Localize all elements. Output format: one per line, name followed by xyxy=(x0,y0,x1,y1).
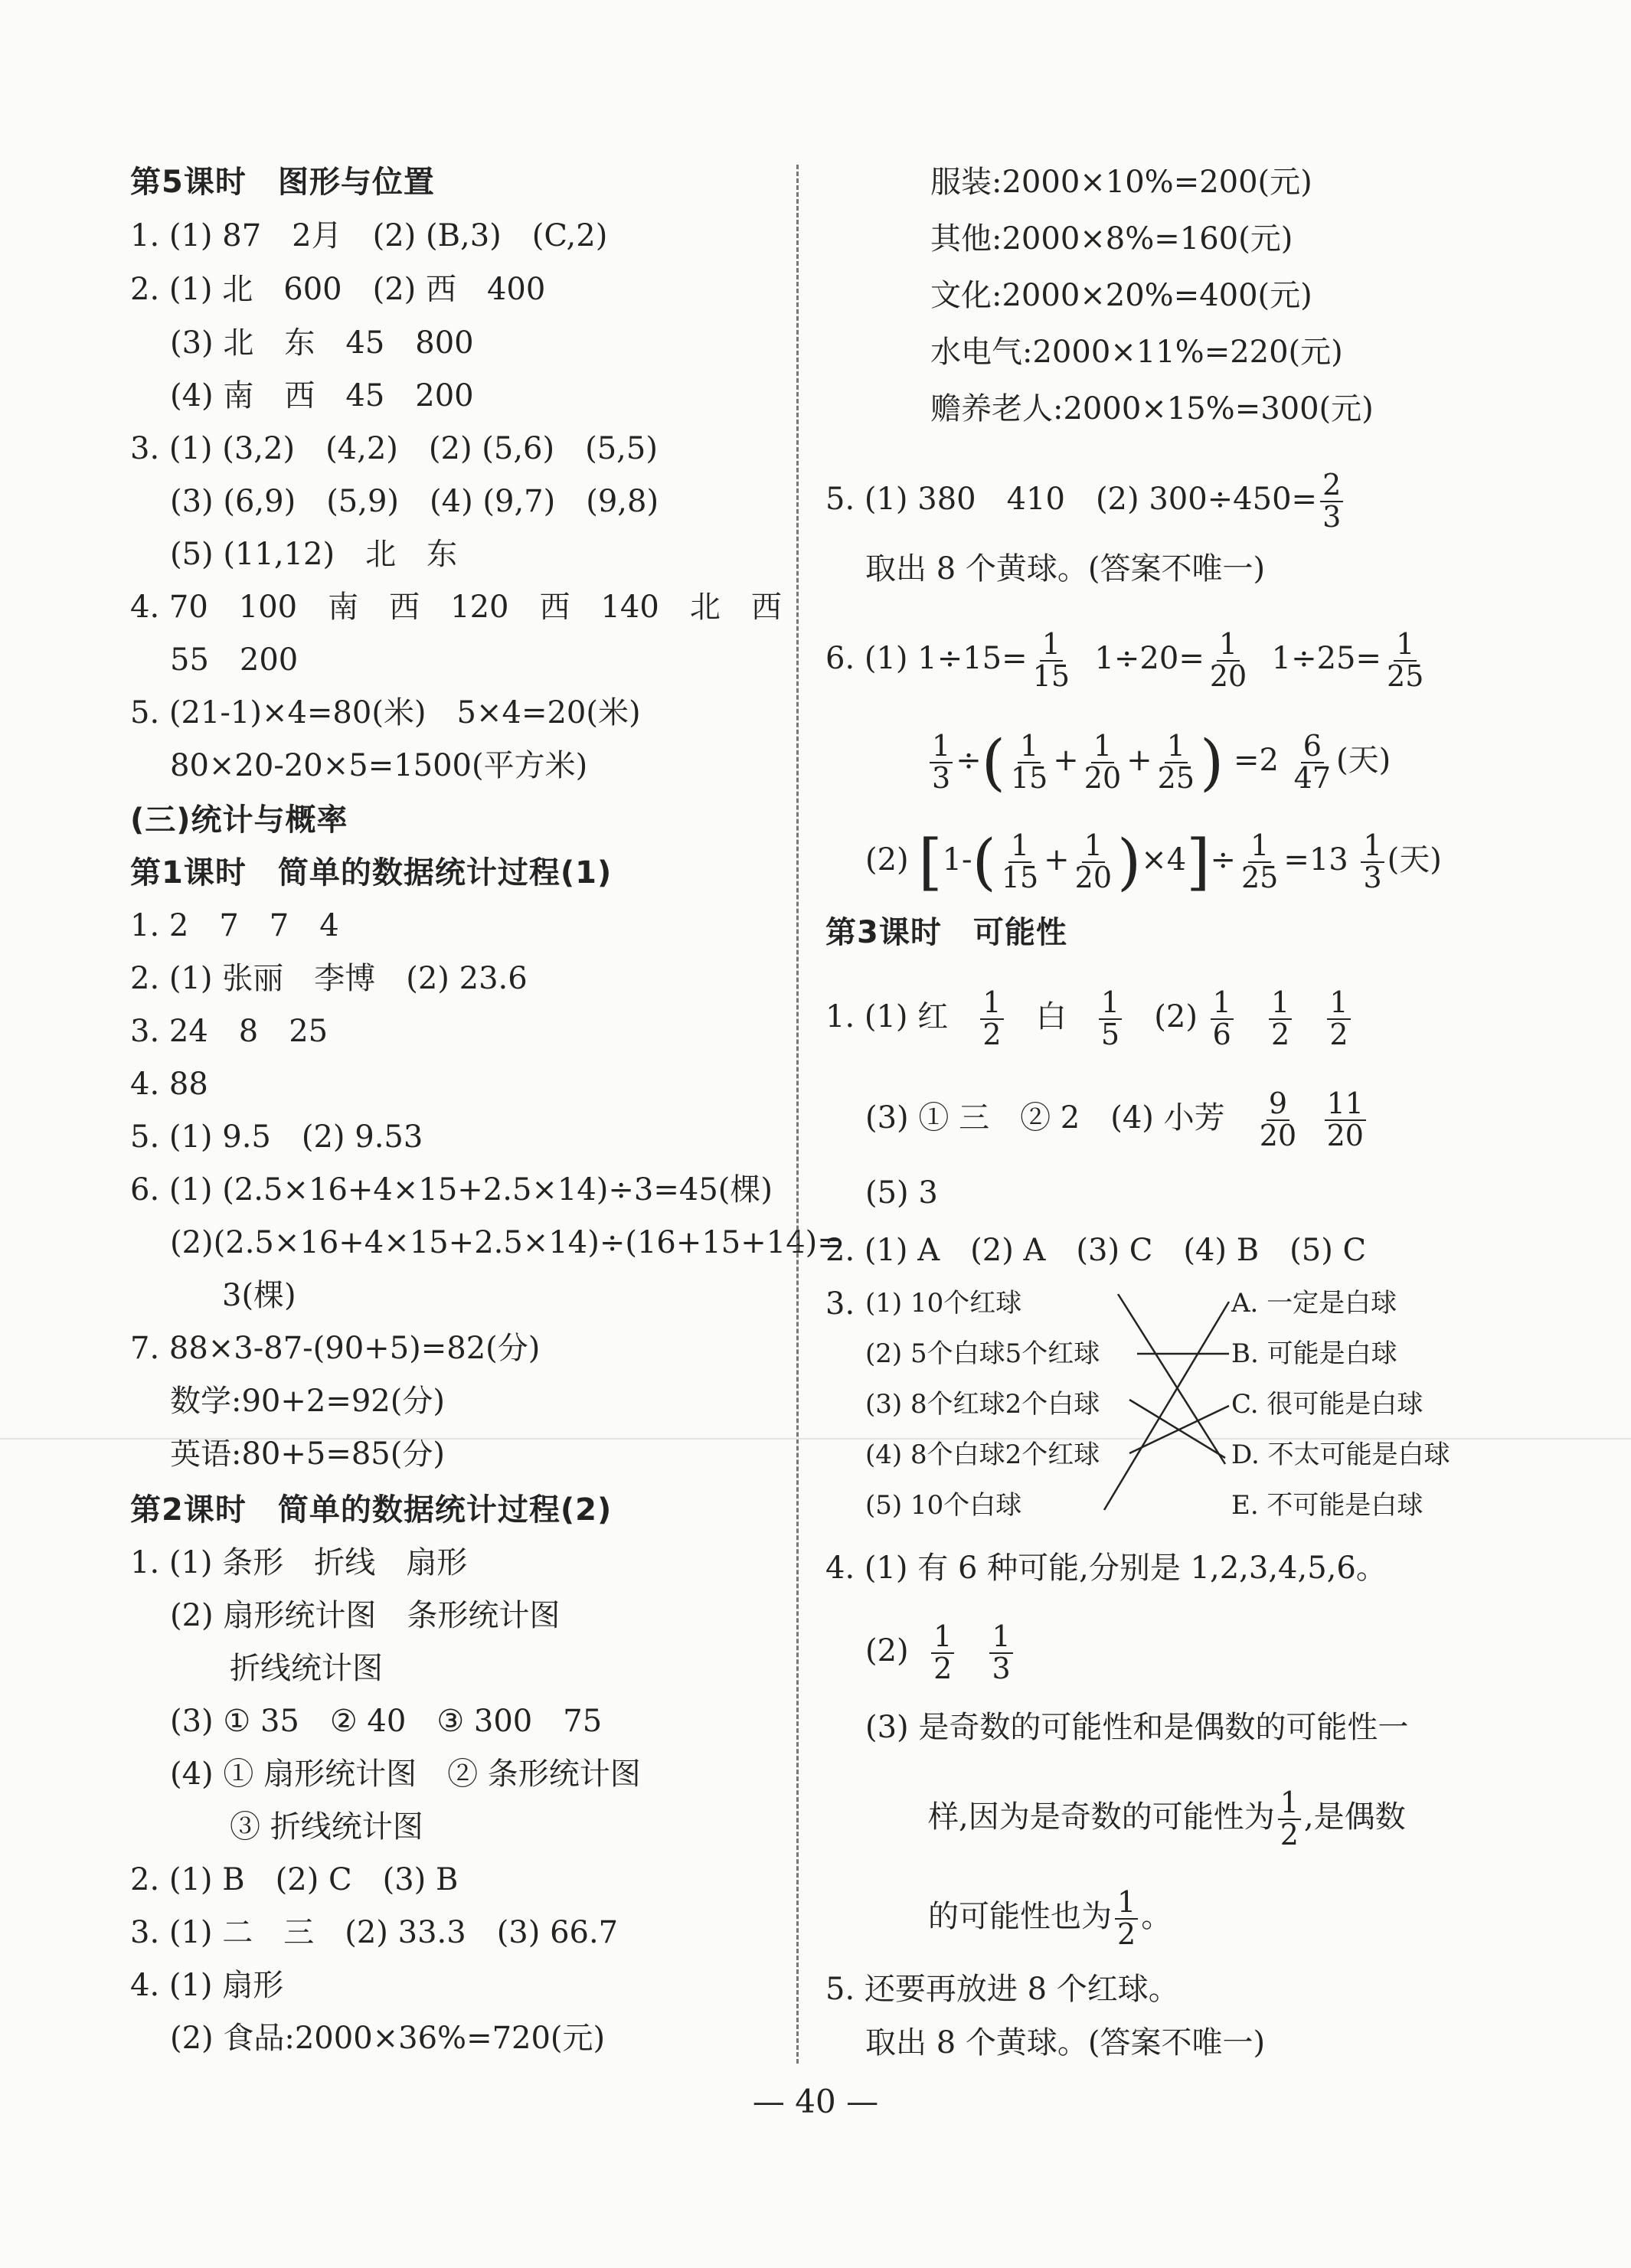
text: (天) xyxy=(1336,742,1391,778)
match-left-4: (4) 8个白球2个红球 xyxy=(865,1440,1100,1470)
answer-line: 服装:2000×10%=200(元) xyxy=(930,165,1312,200)
answer-line: 3. (1) (3,2) (4,2) (2) (5,6) (5,5) xyxy=(130,431,658,466)
answer-line-q5 xyxy=(825,470,1346,533)
fraction: $\frac{1}{20}$ xyxy=(1074,828,1113,894)
answer-line: 80×20-20×5=1500(平方米) xyxy=(170,748,588,783)
fraction: $\frac{1}{3}$ xyxy=(1361,831,1384,894)
matching-lines xyxy=(1103,1294,1233,1516)
fraction: $\frac{6}{47}$ xyxy=(1293,729,1332,795)
text: 1÷15= xyxy=(917,640,1028,676)
answer-line: 7. 88×3-87-(90+5)=82(分) xyxy=(130,1331,541,1366)
fraction: $\frac{1}{15}$ xyxy=(1001,828,1039,894)
answer-line: 2. (1) 北 600 (2) 西 400 xyxy=(130,272,546,307)
answer-line: (3) ① 35 ② 40 ③ 300 75 xyxy=(170,1704,603,1739)
answer-line: 赡养老人:2000×15%=300(元) xyxy=(930,391,1374,426)
answer-line xyxy=(865,1089,1369,1152)
fraction: $\frac{1}{2}$ xyxy=(1327,988,1350,1051)
answer-line: (2) 食品:2000×36%=720(元) xyxy=(170,2021,606,2056)
fraction: $\frac{1}{2}$ xyxy=(1269,988,1292,1051)
answer-line: 其他:2000×8%=160(元) xyxy=(930,221,1293,257)
text: (2) xyxy=(865,842,909,877)
answer-line: (2) 扇形统计图 条形统计图 xyxy=(170,1598,561,1633)
answer-line: 4. (1) 扇形 xyxy=(130,1968,284,2003)
answer-line xyxy=(928,1788,1406,1851)
answer-line: (5) 3 xyxy=(865,1175,938,1211)
fraction: $\frac{1}{3}$ xyxy=(989,1622,1012,1685)
answer-line: 水电气:2000×11%=220(元) xyxy=(930,335,1343,370)
fraction: $\frac{1}{6}$ xyxy=(1211,988,1234,1051)
fraction: $\frac{1}{25}$ xyxy=(1240,828,1279,894)
match-left-5: (5) 10个白球 xyxy=(865,1490,1022,1521)
text: 的可能性也为 xyxy=(928,1898,1112,1934)
text: (2) xyxy=(1154,998,1198,1034)
fraction: $\frac{2}{3}$ xyxy=(1320,470,1343,533)
answer-line: (3) (6,9) (5,9) (4) (9,7) (9,8) xyxy=(170,484,659,519)
answer-line xyxy=(865,1619,1016,1685)
match-right-c: C. 很可能是白球 xyxy=(1231,1389,1423,1420)
fraction: $\frac{1}{5}$ xyxy=(1099,988,1122,1051)
answer-line-q6-calc: $\frac{1}{3}$ ÷( $\frac{1}{15}$ + $\frac{1}{20}$ + $\frac{1}{25}$ ) =2 $\frac{6}{47}$ (天) xyxy=(927,731,1391,794)
section-title-lesson2: 第2课时 简单的数据统计过程(2) xyxy=(130,1492,613,1528)
match-right-d: D. 不太可能是白球 xyxy=(1231,1440,1450,1470)
answer-line xyxy=(928,1887,1172,1950)
answer-line: 2. (1) B (2) C (3) B xyxy=(130,1862,459,1897)
fraction: $\frac{1}{2}$ xyxy=(1278,1788,1301,1851)
answer-line: 55 200 xyxy=(170,642,299,678)
match-right-e: E. 不可能是白球 xyxy=(1231,1490,1423,1521)
answer-line-prob-q1 xyxy=(825,985,1354,1051)
match-line-5-a xyxy=(1104,1302,1229,1510)
text: 6. (1) xyxy=(825,640,908,676)
text: 1÷25= xyxy=(1271,640,1382,676)
column-divider xyxy=(796,165,799,2064)
answer-line: (4) 南 西 45 200 xyxy=(170,378,474,413)
match-right-b: B. 可能是白球 xyxy=(1231,1338,1397,1369)
fraction: $\frac{11}{20}$ xyxy=(1325,1089,1366,1152)
fraction: $\frac{1}{25}$ xyxy=(1387,627,1424,693)
answer-line-q6-2: (2) [1-( $\frac{1}{15}$ + $\frac{1}{20}$ )×4]÷ $\frac{1}{25}$ =13 $\frac{1}{3}$ (天) xyxy=(865,825,1442,897)
text: ×4 xyxy=(1141,842,1187,877)
section-title-lesson1: 第1课时 简单的数据统计过程(1) xyxy=(130,855,613,891)
answer-line: 3(棵) xyxy=(222,1278,296,1313)
fraction: $\frac{1}{2}$ xyxy=(980,988,1003,1051)
answer-line: (4) ① 扇形统计图 ② 条形统计图 xyxy=(170,1757,641,1792)
answer-line: (5) (11,12) 北 东 xyxy=(170,537,458,572)
match-line-3-c xyxy=(1129,1400,1225,1458)
text: =2 xyxy=(1233,742,1279,778)
answer-line: 2. (1) A (2) A (3) C (4) B (5) C xyxy=(825,1233,1367,1268)
fraction: $\frac{1}{2}$ xyxy=(1115,1887,1138,1950)
answer-line: 3. (1) 二 三 (2) 33.3 (3) 66.7 xyxy=(130,1915,619,1950)
fraction: $\frac{1}{20}$ xyxy=(1084,729,1122,795)
section-title-lesson3: 第3课时 可能性 xyxy=(825,915,1067,950)
text: ,是偶数 xyxy=(1303,1799,1406,1835)
answer-line: (2)(2.5×16+4×15+2.5×14)÷(16+15+14)= xyxy=(170,1225,843,1260)
text: 样,因为是奇数的可能性为 xyxy=(928,1799,1275,1835)
answer-line: 5. 还要再放进 8 个红球。 xyxy=(825,1972,1179,2007)
answer-line: 英语:80+5=85(分) xyxy=(170,1436,445,1472)
match-left-2: (2) 5个白球5个红球 xyxy=(865,1338,1100,1369)
answer-line: 3. 24 8 25 xyxy=(130,1014,328,1049)
answer-line: ③ 折线统计图 xyxy=(230,1809,423,1845)
answer-line: 数学:90+2=92(分) xyxy=(170,1384,445,1419)
text: =13 xyxy=(1283,842,1348,877)
match-left-1: (1) 10个红球 xyxy=(865,1288,1022,1319)
text: (2) xyxy=(865,1632,909,1668)
match-line-1-d xyxy=(1118,1294,1225,1464)
unit-title-statistics: (三)统计与概率 xyxy=(130,802,348,838)
answer-line: 折线统计图 xyxy=(230,1651,383,1686)
fraction: $\frac{1}{20}$ xyxy=(1209,627,1247,693)
match-right-a: A. 一定是白球 xyxy=(1231,1288,1397,1319)
answer-line: (3) 北 东 45 800 xyxy=(170,325,474,361)
text: 1÷20= xyxy=(1094,640,1204,676)
answer-line: 4. 70 100 南 西 120 西 140 北 西 xyxy=(130,590,782,625)
answer-line-q6 xyxy=(825,629,1429,692)
page-number: — 40 — xyxy=(752,2083,879,2120)
answer-line: 6. (1) (2.5×16+4×15+2.5×14)÷3=45(棵) xyxy=(130,1172,773,1208)
q3-number: 3. xyxy=(825,1286,855,1322)
answer-line: 5. (21-1)×4=80(米) 5×4=20(米) xyxy=(130,695,641,730)
answer-line: 4. 88 xyxy=(130,1067,208,1102)
answer-line: 1. (1) 87 2月 (2) (B,3) (C,2) xyxy=(130,218,608,253)
answer-line: 取出 8 个黄球。(答案不唯一) xyxy=(865,551,1266,587)
fraction: $\frac{9}{20}$ xyxy=(1259,1087,1297,1152)
text: (天) xyxy=(1387,842,1442,877)
text: (3) ① 三 ② 2 (4) 小芳 xyxy=(865,1100,1225,1136)
fraction: $\frac{1}{15}$ xyxy=(1010,729,1048,795)
answer-line: 4. (1) 有 6 种可能,分别是 1,2,3,4,5,6。 xyxy=(825,1551,1387,1586)
section-title-lesson5: 第5课时 图形与位置 xyxy=(130,165,435,200)
match-left-3: (3) 8个红球2个白球 xyxy=(865,1389,1100,1420)
fraction: $\frac{1}{15}$ xyxy=(1032,627,1070,693)
fraction: $\frac{1}{2}$ xyxy=(931,1622,954,1685)
answer-line: (3) 是奇数的可能性和是偶数的可能性一 xyxy=(865,1710,1409,1745)
answer-line: 1. 2 7 7 4 xyxy=(130,908,339,943)
fraction: $\frac{1}{3}$ xyxy=(930,731,953,794)
text: 1. (1) 红 xyxy=(825,998,949,1034)
text: 白 xyxy=(1035,998,1067,1034)
answer-line: 5. (1) 9.5 (2) 9.53 xyxy=(130,1119,423,1155)
fraction: $\frac{1}{25}$ xyxy=(1157,729,1195,795)
answer-line: 文化:2000×20%=400(元) xyxy=(930,278,1312,313)
answer-line: 取出 8 个黄球。(答案不唯一) xyxy=(865,2025,1266,2060)
text: 5. (1) 380 410 (2) 300÷450= xyxy=(825,481,1318,517)
answer-line: 2. (1) 张丽 李博 (2) 23.6 xyxy=(130,961,528,996)
answer-line: 1. (1) 条形 折线 扇形 xyxy=(130,1545,468,1580)
text: 1- xyxy=(942,842,972,877)
text: 。 xyxy=(1141,1898,1172,1934)
